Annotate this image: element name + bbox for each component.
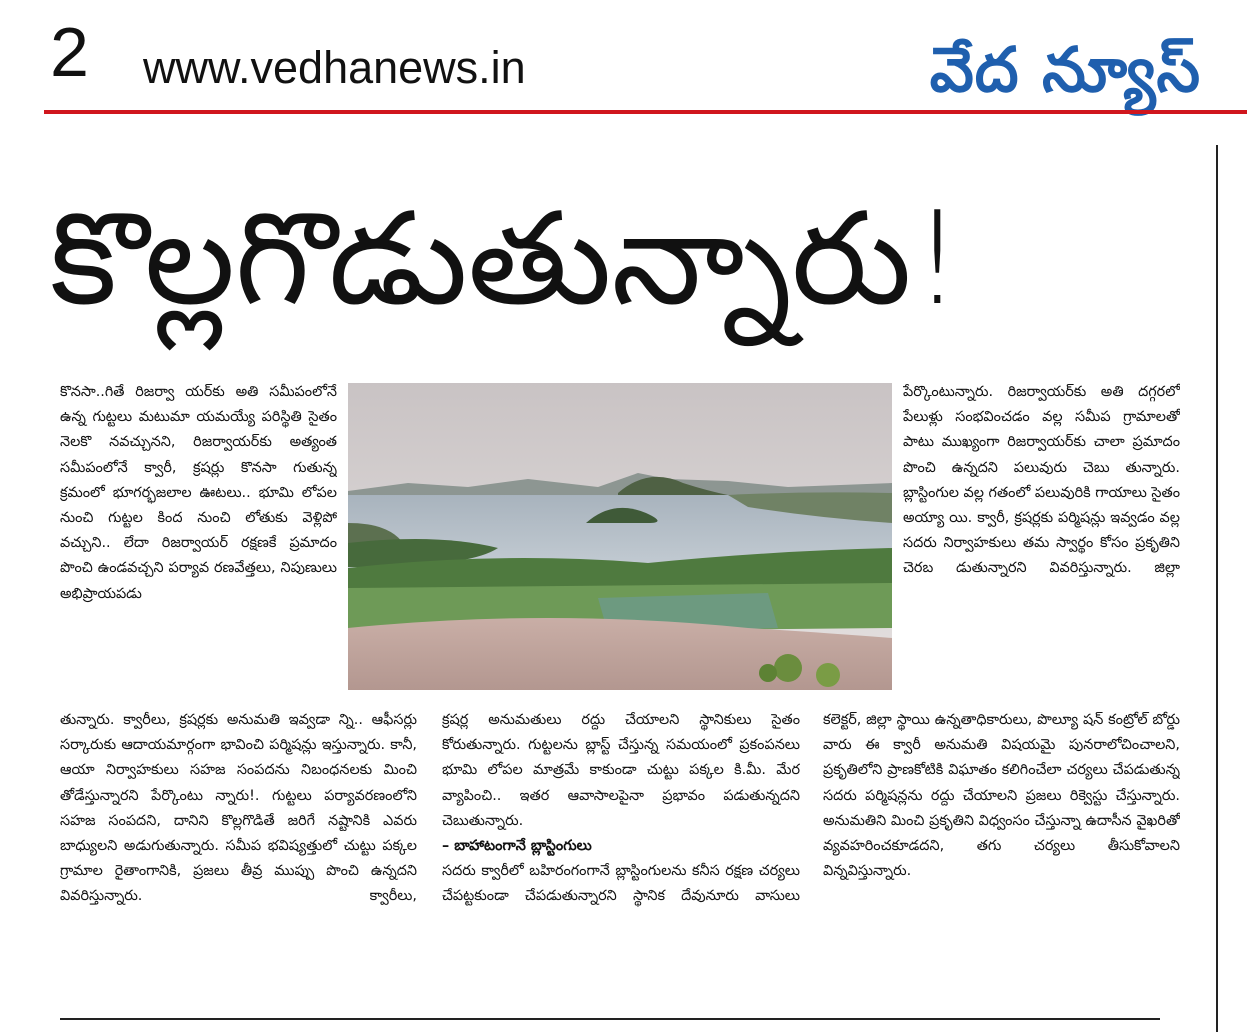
- header-divider: [44, 110, 1247, 114]
- article-text: కొనసా..గితే రిజర్వా యర్‌కు అతి సమీపంలోనే ఉన్న గుట్టలు మటుమా యమయ్యే పరిస్థితి సైతం నెలకొ నవచ్చునని, రిజర్వాయర్‌కు అత్యంత సమీపంలోనే క్వారీ, క్రషర్లు కొనసా గుతున్న క్రమంలో భూగర్భజలాల ఊటలు.. భూమి లోపల నుంచి గుట్టల కింద నుంచి లోతుకు వెళ్లిపో వచ్చుని.. లేదా రిజర్వాయర్ రక్షణకే ప్రమాదం పొంచి ఉండవచ్చని పర్యావ రణవేత్తలు, నిపుణులు అభిప్రాయపడు: [60, 384, 337, 602]
- article-column-2: [442, 708, 800, 993]
- page-number: 2: [50, 13, 89, 91]
- bottom-divider: [60, 1018, 1160, 1020]
- article-text: తున్నారు. క్వారీలు, క్రషర్లకు అనుమతి ఇవ్వడా న్ని.. ఆఫీసర్లు సర్కారుకు ఆదాయమార్గంగా భావించి పర్మిషన్లు ఇస్తున్నారు. కానీ, ఆయా నిర్వాహకులు సహజ సంపదను నిబంధనలకు మించి తోడేస్తున్నారని పేర్కొంటు న్నారు!. గుట్టలు పర్యావరణంలోని సహజ సంపదని, దానిని కొల్లగొడితే జరిగే నష్టానికి ఎవరు బాధ్యులని అడుగుతున్నారు. సమీప భవిష్యత్తులో చుట్టు పక్కల గ్రామాల రైతాంగానికి, ప్రజలు తీవ్ర ముప్పు పొంచి ఉన్నదని వివరిస్తున్నారు. క్వారీలు,: [60, 712, 417, 905]
- article-text: పేర్కొంటున్నారు. రిజర్వాయర్‌కు అతి దగ్గరలో పేలుళ్లు సంభవించడం వల్ల సమీప గ్రామాలతో పాటు ముఖ్యంగా రిజర్వాయర్‌కు చాలా ప్రమాదం పొంచి ఉన్నదని పలువురు చెబు తున్నారు. బ్లాస్టింగుల వల్ల గతంలో పలువురికి గాయాలు సైతం అయ్యా యి. క్వారీ, క్రషర్లకు పర్మిషన్లు ఇవ్వడం వల్ల సదరు నిర్వాహకులు తమ స్వార్థం కోసం ప్రకృతిని చెరబ డుతున్నారని వివరిస్తున్నారు. జిల్లా: [903, 384, 1180, 577]
- article-text: సదరు క్వారీలో బహిరంగంగానే బ్లాస్టింగులను కనీస రక్షణ చర్యలు చేపట్టకుండా చేపడుతున్నారని స్థానిక దేవునూరు వాసులు: [442, 863, 800, 905]
- landscape-photo-icon: [348, 383, 892, 690]
- headline: కొల్లగొడుతున్నారు!: [50, 185, 963, 334]
- column-divider: [1216, 145, 1218, 1032]
- article-column-3-top: [903, 380, 1180, 695]
- article-column-1-top: [60, 380, 337, 695]
- article-photo: [348, 383, 892, 690]
- article-column-3-bottom: [823, 708, 1180, 958]
- article-column-1-bottom: [60, 708, 417, 993]
- article-text: క్రషర్ల అనుమతులు రద్దు చేయాలని స్థానికులు సైతం కోరుతున్నారు. గుట్టలను బ్లాస్ట్ చేస్తున్న సమయంలో ప్రకంపనలు భూమి లోపల మాత్రమే కాకుండా చుట్టు పక్కల కి.మీ. మేర వ్యాపించి.. ఇతర ఆవాసాలపైనా ప్రభావం పడుతున్నదని చెబుతున్నారు.: [442, 712, 800, 829]
- article-text: కలెక్టర్, జిల్లా స్థాయి ఉన్నతాధికారులు, పొల్యూ షన్ కంట్రోల్ బోర్డు వారు ఈ క్వారీ అనుమతి విషయమై పునరాలోచించాలని, ప్రకృతిలోని ప్రాణకోటికి విఘాతం కలిగించేలా చర్యలు చేపడుతున్న సదరు పర్మిషన్లను రద్దు చేయాలని ప్రజలు రిక్వెస్టు చేస్తున్నారు. అనుమతిని మించి ప్రకృతిని విధ్వంసం చేస్తున్నా ఉదాసీన వైఖరితో వ్యవహరించకూడదని, తగు చర్యలు తీసుకోవాలని విన్నవిస్తున్నారు.: [823, 712, 1180, 880]
- site-url[interactable]: www.vedhanews.in: [143, 42, 526, 93]
- section-subheading: – బాహాటంగానే బ్లాస్టింగులు: [442, 838, 592, 855]
- masthead-logo: వేద న్యూస్: [929, 33, 1201, 106]
